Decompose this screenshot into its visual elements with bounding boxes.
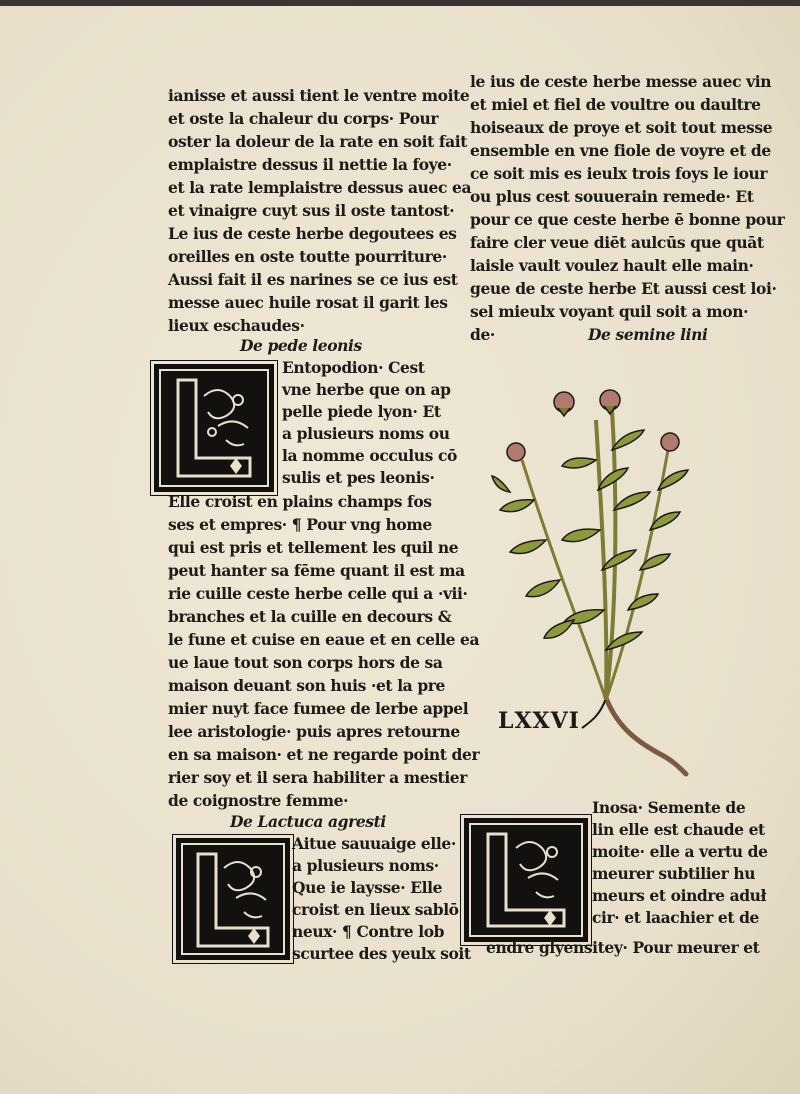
text-line: qui est pris et tellement les quil ne xyxy=(168,538,459,557)
text-line: faire cler veue diēt aulcūs que quāt xyxy=(470,233,764,252)
text-line: mier nuyt face fumee de lerbe appel xyxy=(168,699,469,718)
text-line: croist en lieux sablō xyxy=(292,900,459,919)
text-line: a plusieurs noms· xyxy=(292,856,439,875)
decorated-initial xyxy=(176,838,290,960)
text-line: moite· elle a vertu de xyxy=(592,842,768,861)
text-line: pour ce que ceste herbe ē bonne pour xyxy=(470,210,785,229)
text-line: et oste la chaleur du corps· Pour xyxy=(168,109,439,128)
text-line: endre glyensitey· Pour meurer et xyxy=(486,938,760,957)
text-line: Aussi fait il es narines se ce ius est xyxy=(168,270,458,289)
text-line: rie cuille ceste herbe celle qui a ·vii· xyxy=(168,584,468,603)
text-line: Entopodion· Cest xyxy=(282,358,425,377)
text-line: de· xyxy=(470,325,495,344)
text-line: meurer subtilier hu xyxy=(592,864,756,883)
text-line: pelle piede lyon· Et xyxy=(282,402,441,421)
text-line: et vinaigre cuyt sus il oste tantost· xyxy=(168,201,455,220)
text-line: et miel et fiel de voultre ou daultre xyxy=(470,95,761,114)
text-line: rier soy et il sera habiliter a mestier xyxy=(168,768,468,787)
text-line: Le ius de ceste herbe degoutees es xyxy=(168,224,457,243)
plant-annotation: LXXVI xyxy=(498,708,580,734)
text-line: ensemble en vne fiole de voyre et de xyxy=(470,141,771,160)
text-line: ce soit mis es ieulx trois foys le iour xyxy=(470,164,768,183)
text-line: maison deuant son huis ·et la pre xyxy=(168,676,445,695)
section-heading: De semine lini xyxy=(588,325,708,344)
text-line: ue laue tout son corps hors de sa xyxy=(168,653,443,672)
text-line: ses et empres· ¶ Pour vng home xyxy=(168,515,432,534)
text-line: vne herbe que on ap xyxy=(282,380,451,399)
text-line: oster la doleur de la rate en soit fait xyxy=(168,132,467,151)
text-line: la nomme occulus cō xyxy=(282,446,457,465)
text-line: laisle vault voulez hault elle main· xyxy=(470,256,754,275)
text-line: sulis et pes leonis· xyxy=(282,468,435,487)
text-line: scurtee des yeulx soit xyxy=(292,944,471,963)
text-line: ianisse et aussi tient le ventre moite xyxy=(168,86,470,105)
text-line: lee aristologie· puis apres retourne xyxy=(168,722,460,741)
text-line: cir· et laachier et de xyxy=(592,908,760,927)
text-line: et la rate lemplaistre dessus auec ea xyxy=(168,178,472,197)
text-line: emplaistre dessus il nettie la foye· xyxy=(168,155,452,174)
text-line: a plusieurs noms ou xyxy=(282,424,450,443)
text-line: hoiseaux de proye et soit tout messe xyxy=(470,118,773,137)
text-line: Que ie laysse· Elle xyxy=(292,878,443,897)
text-line: le fune et cuise en eaue et en celle ea xyxy=(168,630,480,649)
text-line: lieux eschaudes· xyxy=(168,316,305,335)
text-line: branches et la cuille en decours & xyxy=(168,607,452,626)
right-column xyxy=(470,72,785,352)
text-line: neux· ¶ Contre lob xyxy=(292,922,445,941)
text-line: Aitue sauuaige elle· xyxy=(292,834,456,853)
decorated-initial xyxy=(154,364,274,492)
text-line: lin elle est chaude et xyxy=(592,820,765,839)
text-line: sel mieulx voyant quil soit a mon· xyxy=(470,302,749,321)
left-column xyxy=(168,86,480,966)
text-line: le ius de ceste herbe messe auec vin xyxy=(470,72,772,91)
page-top-edge xyxy=(0,0,800,6)
section-heading: De Lactuca agresti xyxy=(230,812,386,831)
text-line: Elle croist en plains champs fos xyxy=(168,492,432,511)
text-line: meurs et oindre aduł xyxy=(592,886,767,905)
text-line: ou plus cest souuerain remede· Et xyxy=(470,187,754,206)
right-column-bottom xyxy=(486,798,776,968)
text-line: peut hanter sa fēme quant il est ma xyxy=(168,561,465,580)
text-line: Inosa· Semente de xyxy=(592,798,746,817)
text-line: de coignostre femme· xyxy=(168,791,349,810)
text-line: messe auec huile rosat il garit les xyxy=(168,293,448,312)
text-line: geue de ceste herbe Et aussi cest loi· xyxy=(470,279,777,298)
section-heading: De pede leonis xyxy=(240,336,362,355)
text-line: oreilles en oste toutte pourriture· xyxy=(168,247,447,266)
text-line: en sa maison· et ne regarde point der xyxy=(168,745,480,764)
